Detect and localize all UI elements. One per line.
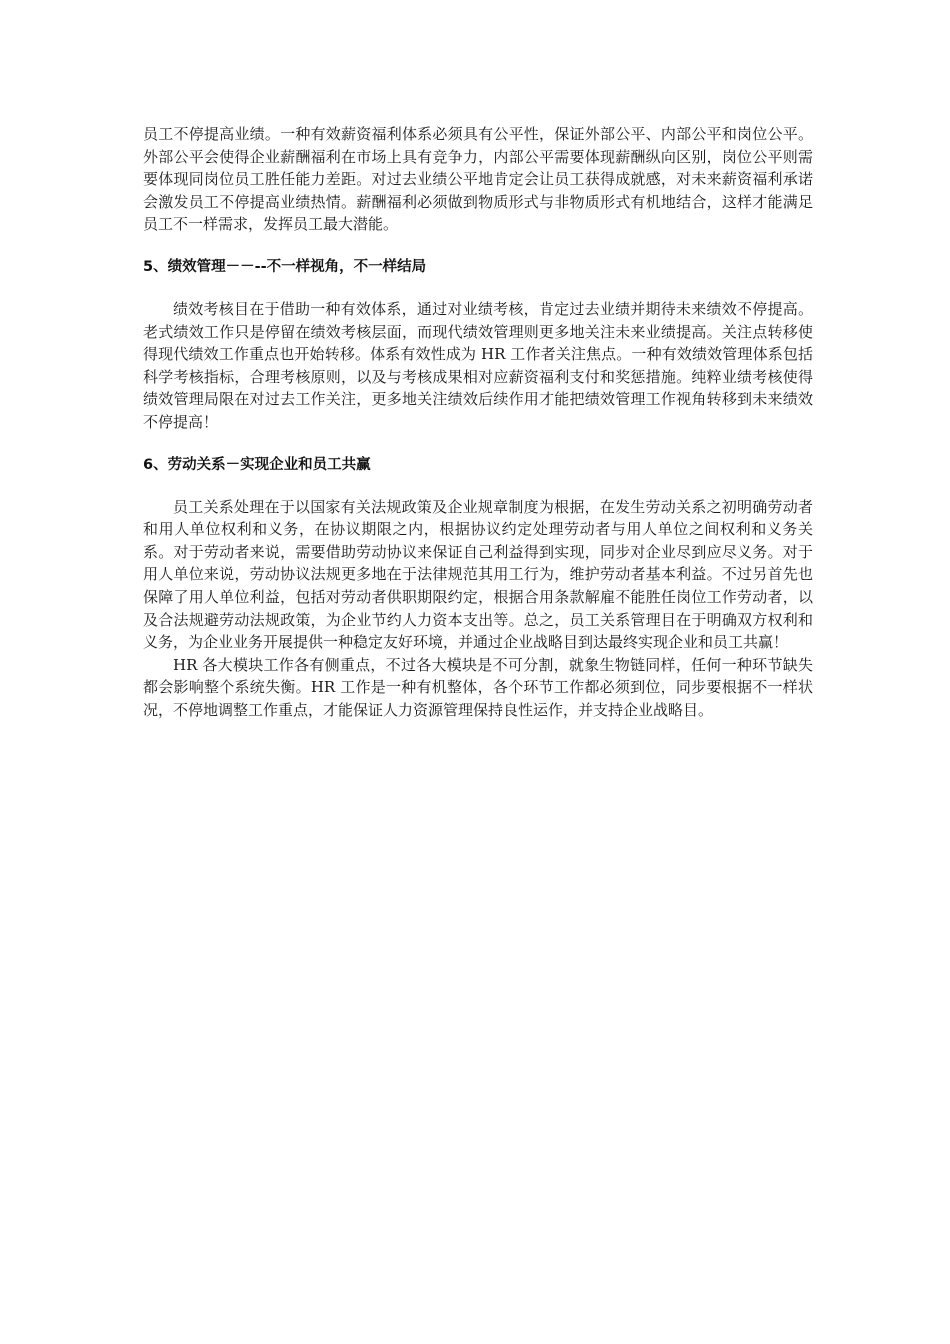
section-5-paragraph: 绩效考核目在于借助一种有效体系，通过对业绩考核，肯定过去业绩并期待未来绩效不停提高。老式绩效工作只是停留在绩效考核层面，而现代绩效管理则更多地关注未来业绩提高。关注点转移使得现代绩效工作重点也开始转移。体系有效性成为 HR 工作者关注焦点。一种有效绩效管理体系包括科学考核指标，合理考核原则，以及与考核成果相对应薪资福利支付和奖惩措施。纯粹业绩考核使得绩效管理局限在对过去工作关注，更多地关注绩效后续作用才能把绩效管理工作视角转移到未来绩效不停提高！ [143, 299, 813, 431]
section-6-paragraph: 员工关系处理在于以国家有关法规政策及企业规章制度为根据，在发生劳动关系之初明确劳动者和用人单位权利和义务，在协议期限之内，根据协议约定处理劳动者与用人单位之间权利和义务关系。对于劳动者来说，需要借助劳动协议来保证自己利益得到实现，同步对企业尽到应尽义务。对于用人单位来说，劳动协议法规更多地在于法律规范其用工行为，维护劳动者基本利益。不过另首先也保障了用人单位利益，包括对劳动者供职期限约定，根据合用条款解雇不能胜任岗位工作劳动者，以及合法规避劳动法规政策，为企业节约人力资本支出等。总之，员工关系管理目在于明确双方权利和义务，为企业业务开展提供一种稳定友好环境，并通过企业战略目到达最终实现企业和员工共赢！ [143, 497, 813, 652]
document-body [143, 123, 813, 721]
intro-paragraph: 员工不停提高业绩。一种有效薪资福利体系必须具有公平性，保证外部公平、内部公平和岗位公平。外部公平会使得企业薪酬福利在市场上具有竞争力，内部公平需要体现薪酬纵向区别，岗位公平则需要体现同岗位员工胜任能力差距。对过去业绩公平地肯定会让员工获得成就感，对未来薪资福利承诺会激发员工不停提高业绩热情。薪酬福利必须做到物质形式与非物质形式有机地结合，这样才能满足员工不一样需求，发挥员工最大潜能。 [143, 125, 813, 234]
section-6-heading: 6、劳动关系－实现企业和员工共赢 [143, 456, 371, 473]
closing-paragraph: HR 各大模块工作各有侧重点，不过各大模块是不可分割，就象生物链同样，任何一种环节缺失都会影响整个系统失衡。HR 工作是一种有机整体，各个环节工作都必须到位，同步要根据不一样状况，不停地调整工作重点，才能保证人力资源管理保持良性运作，并支持企业战略目。 [143, 655, 813, 719]
section-5-heading: 5、绩效管理－－--不一样视角，不一样结局 [143, 258, 427, 275]
